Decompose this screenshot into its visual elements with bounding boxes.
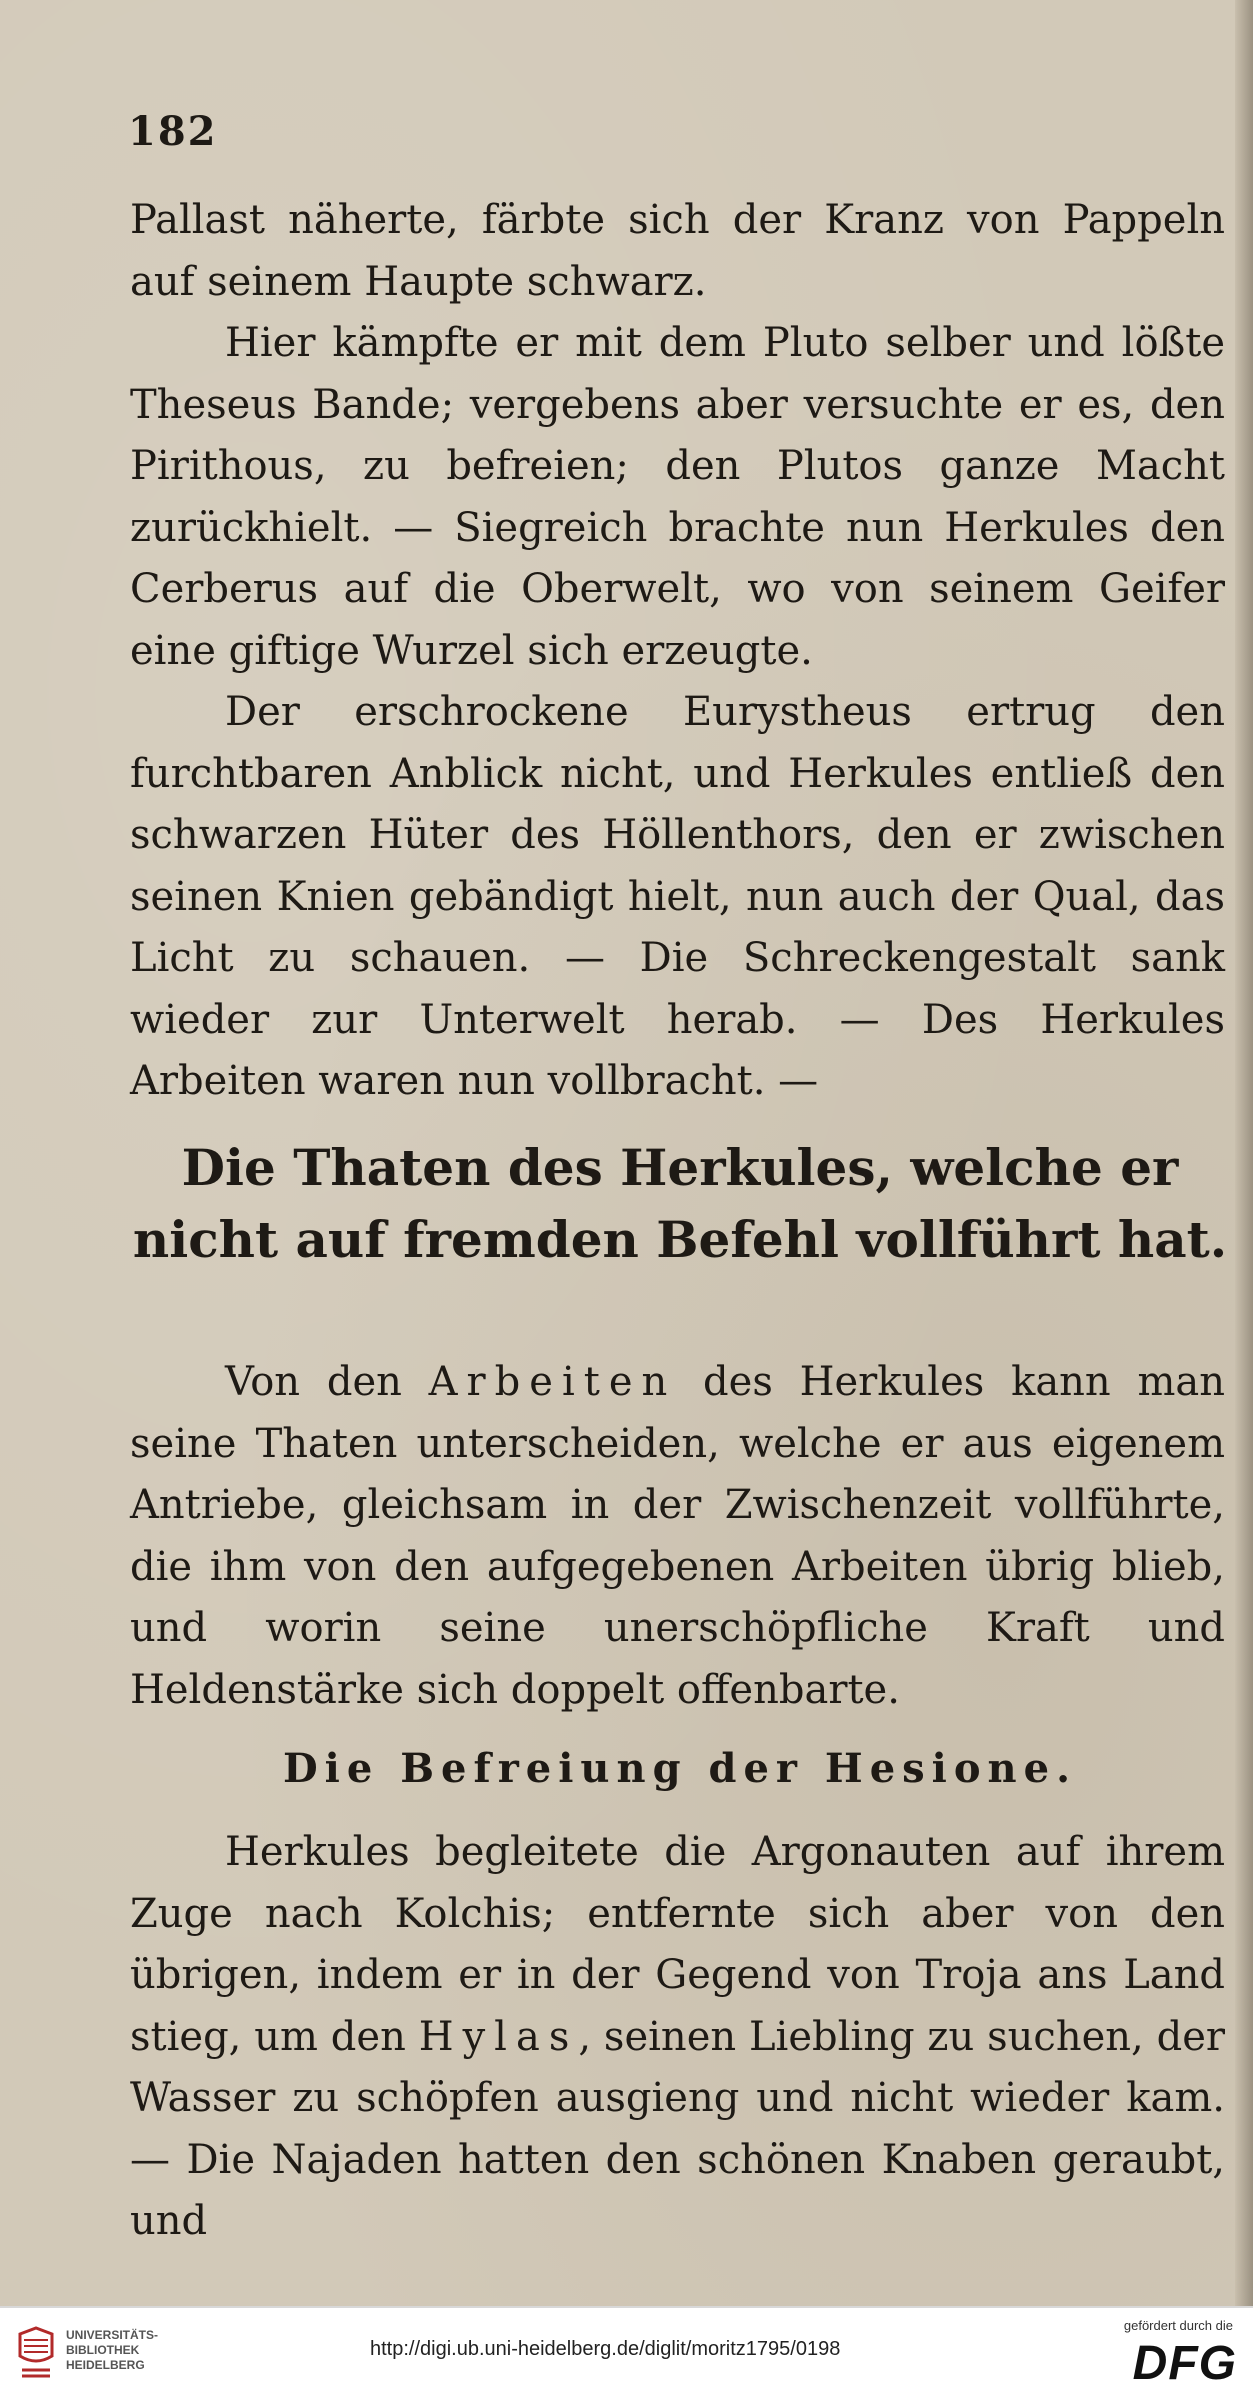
section-heading: Die Thaten des Herkules, welche er nicht auf fremden Befehl vollführt hat.	[132, 1138, 1228, 1269]
dfg-logo: DFG	[1132, 2337, 1237, 2390]
viewer-footer	[0, 2306, 1253, 2400]
paragraph-text: Herkules begleitete die Argonauten auf ihrem Zuge nach Kolchis; entfernte sich aber von den übrigen, indem er in der Gegend von Troja ans Land stieg, um den	[130, 1829, 1225, 2060]
paragraph-text: , seinen Liebling zu suchen, der Wasser zu schöpfen ausgieng und nicht wieder kam. — Die Najaden hatten den schönen Knaben geraubt, und	[130, 2013, 1225, 2244]
spaced-word: Hylas	[418, 2013, 579, 2060]
spaced-word: Arbeiten	[428, 1359, 677, 1405]
paragraph: Hier kämpfte er mit dem Pluto selber und lößte Theseus Bande; vergebens aber versuchte er es, den Pirithous, zu befreien; den Plutos ganze Macht zurückhielt. — Siegreich brachte nun Herkules den Cerberus auf die Oberwelt, wo von seinem Geifer eine giftige Wurzel sich erzeugte.	[130, 320, 1225, 674]
funding-note: gefördert durch die	[1123, 2318, 1233, 2333]
paragraph	[130, 1352, 1225, 1721]
university-library-logo-icon	[14, 2326, 58, 2382]
library-name-line: UNIVERSITÄTS-	[66, 2328, 159, 2342]
paragraph: Pallast näherte, färbte sich der Kranz von Pappeln auf seinem Haupte schwarz.	[130, 197, 1225, 305]
paragraph-text: Von den	[225, 1359, 429, 1405]
library-name	[66, 2328, 206, 2373]
page-number: 182	[128, 108, 218, 155]
text-block-top	[130, 190, 1225, 1113]
library-name-line: BIBLIOTHEK	[66, 2343, 140, 2357]
paragraph	[130, 1822, 1225, 2253]
page-edge	[1235, 0, 1253, 2306]
text-block-bottom	[130, 1822, 1225, 2253]
paragraph-text: des Herkules kann man seine Thaten unterscheiden, welche er aus eigenem Antriebe, gleichsam in der Zwischenzeit vollführte, die ihm von den aufgegebenen Arbeiten übrig blieb, und worin seine unerschöpfliche Kraft und Heldenstärke sich doppelt offenbarte.	[130, 1359, 1226, 1713]
text-block-middle	[130, 1352, 1225, 1721]
permalink-url[interactable]: http://digi.ub.uni-heidelberg.de/diglit/moritz1795/0198	[370, 2338, 841, 2360]
sub-heading: Die Befreiung der Hesione.	[282, 1745, 1077, 1792]
library-name-line: HEIDELBERG	[66, 2358, 145, 2372]
paragraph: Der erschrockene Eurystheus ertrug den furchtbaren Anblick nicht, und Herkules entließ den schwarzen Hüter des Höllenthors, den er zwischen seinen Knien gebändigt hielt, nun auch der Qual, das Licht zu schauen. — Die Schreckengestalt sank wieder zur Unterwelt herab. — Des Herkules Arbeiten waren nun vollbracht. —	[130, 689, 1225, 1104]
